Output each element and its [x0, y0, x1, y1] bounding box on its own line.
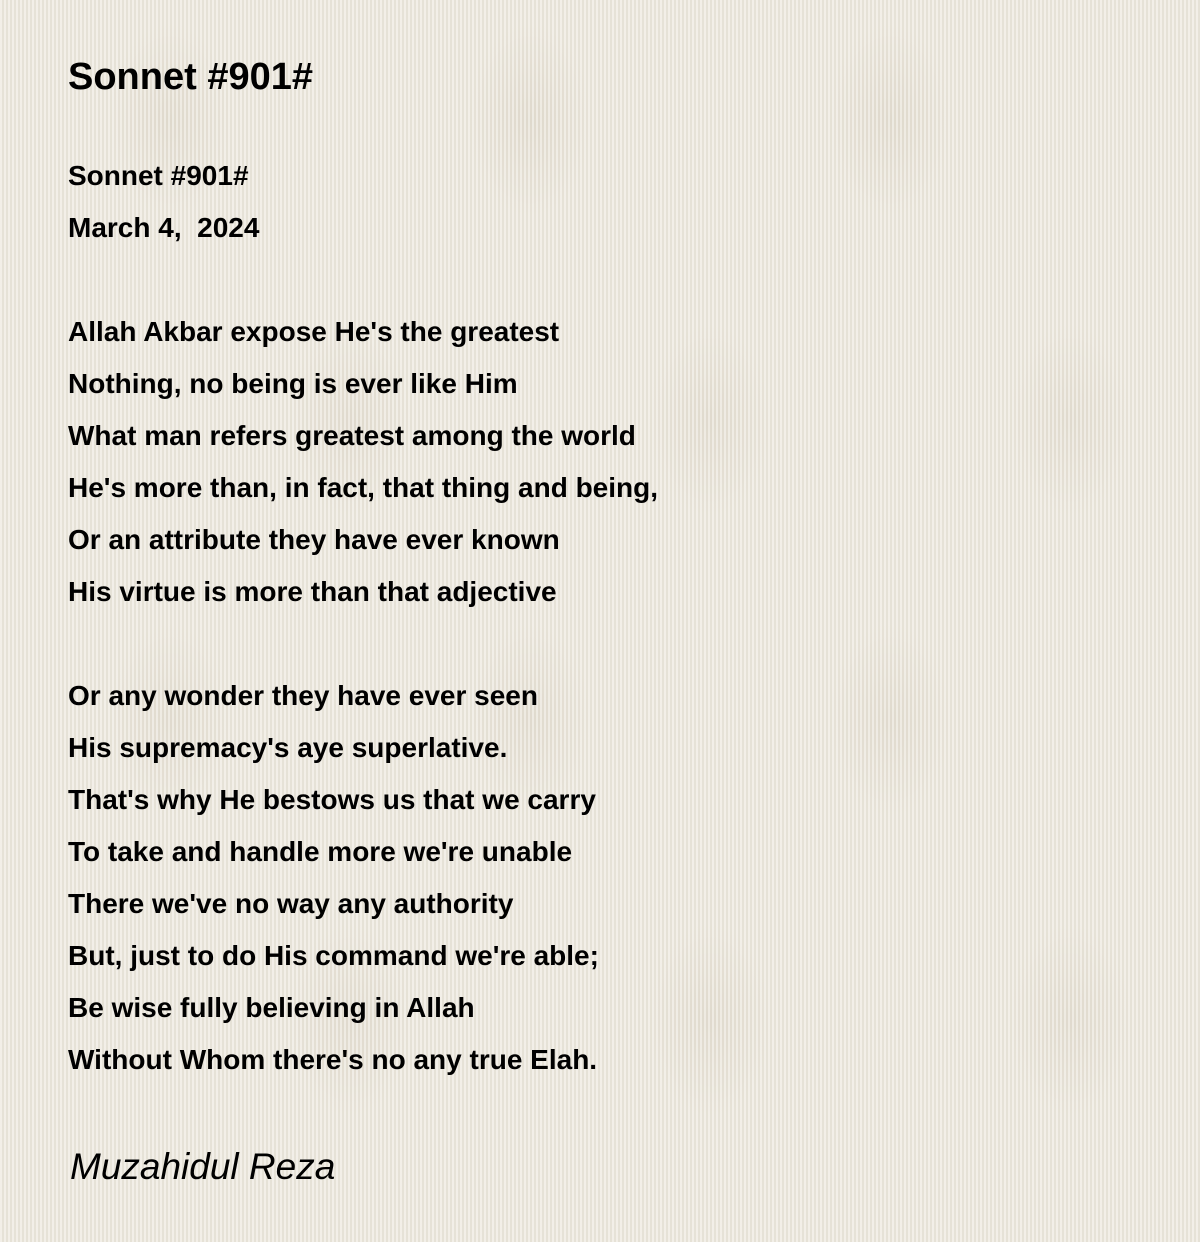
- poem-line: Nothing, no being is ever like Him: [68, 368, 518, 399]
- poem-line: Without Whom there's no any true Elah.: [68, 1044, 598, 1075]
- poem-body: [68, 150, 658, 1086]
- stanza-1: [68, 306, 658, 618]
- poem-line: There we've no way any authority: [68, 888, 514, 919]
- poem-line: Or any wonder they have ever seen: [68, 680, 538, 711]
- poem-subtitle: Sonnet #901#: [68, 160, 249, 191]
- stanza-2: [68, 670, 658, 1086]
- poem-line: His supremacy's aye superlative.: [68, 732, 508, 763]
- stanza-break: [68, 254, 658, 306]
- author-name: Muzahidul Reza: [70, 1146, 336, 1187]
- poem-line: But, just to do His command we're able;: [68, 940, 599, 971]
- poem-line: He's more than, in fact, that thing and being,: [68, 472, 659, 503]
- poem-line: What man refers greatest among the world: [68, 420, 636, 451]
- poem-title: Sonnet #901#: [68, 56, 313, 98]
- poem-date: March 4, 2024: [68, 212, 260, 243]
- poem-line: That's why He bestows us that we carry: [68, 784, 596, 815]
- poem-line: To take and handle more we're unable: [68, 836, 573, 867]
- poem-line: Be wise fully believing in Allah: [68, 992, 475, 1023]
- poem-line: Or an attribute they have ever known: [68, 524, 560, 555]
- poem-line: His virtue is more than that adjective: [68, 576, 557, 607]
- stanza-break: [68, 618, 658, 670]
- poem-line: Allah Akbar expose He's the greatest: [68, 316, 560, 347]
